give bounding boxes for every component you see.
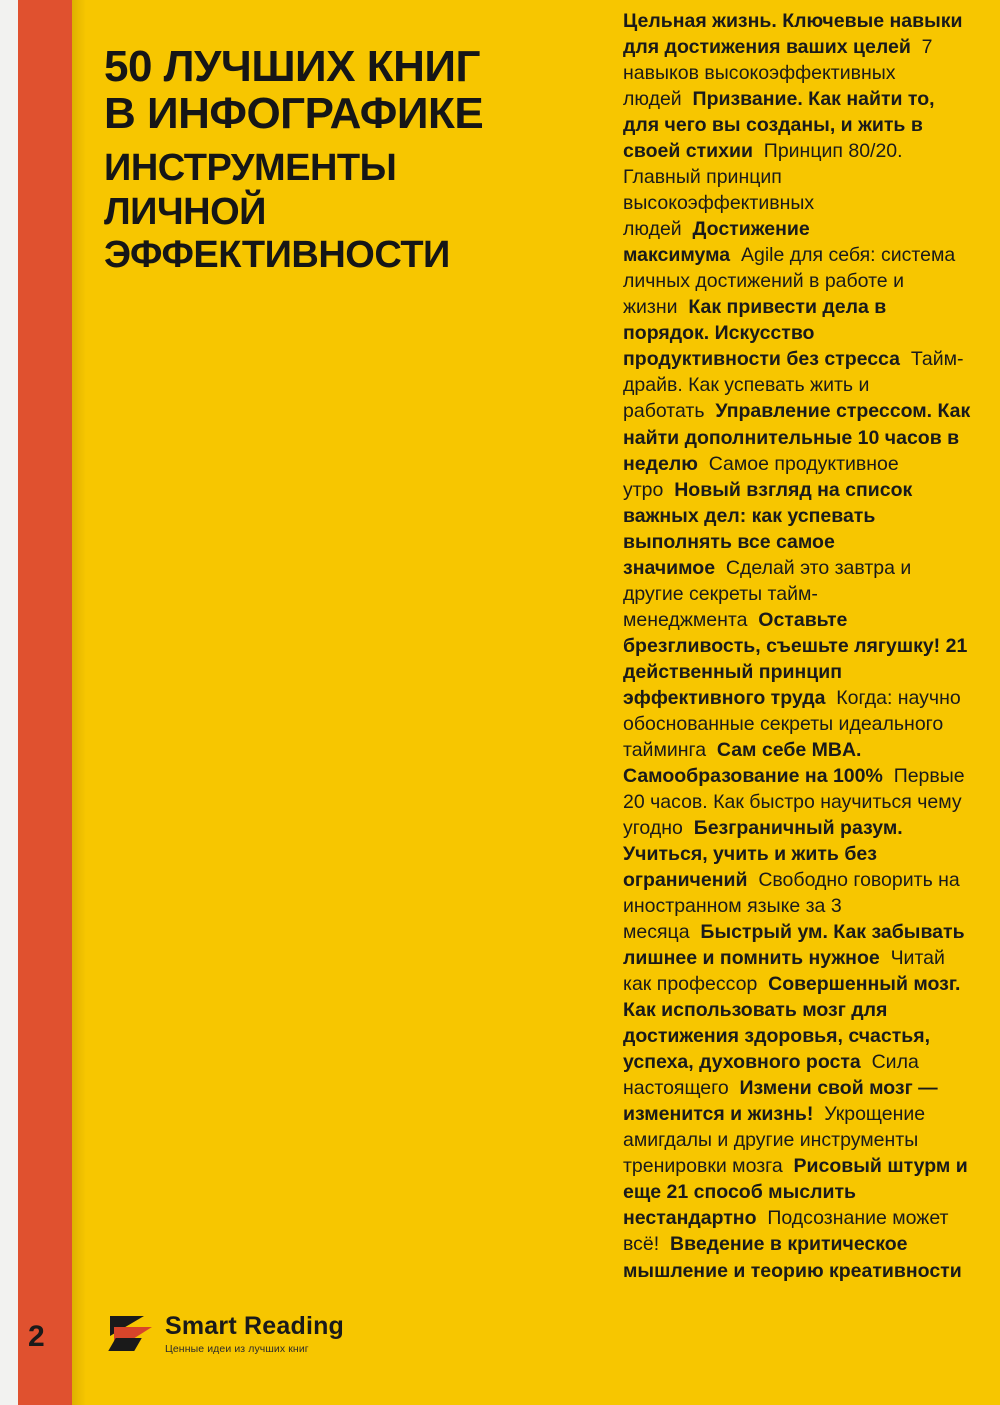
book-title-item: Управление стрессом. Как найти дополнительные 10 часов в неделю	[623, 400, 971, 475]
book-title-separator	[659, 1233, 670, 1255]
book-list	[623, 8, 975, 1284]
title-line-1: 50 ЛУЧШИХ КНИГ	[104, 42, 480, 91]
book-title-item: Призвание. Как найти то, для чего вы созданы, и жить в своей стихии	[623, 88, 935, 163]
book-title-item: 7 навыков высокоэффективных людей	[623, 36, 933, 111]
book-title-item: Сила настоящего	[623, 1051, 919, 1100]
book-title-item: Укрощение амигдалы и другие инструменты тренировки мозга	[623, 1103, 926, 1178]
book-title-separator	[911, 36, 922, 58]
book-title-separator	[698, 453, 709, 475]
book-title-separator	[825, 687, 836, 709]
panel-inner-shadow	[72, 0, 86, 1405]
title-line-5: ЭФФЕКТИВНОСТИ	[104, 233, 450, 276]
book-title-item: Сам себе MBA. Самообразование на 100%	[623, 738, 883, 787]
book-title-item: Оставьте брезгливость, съешьте лягушку! 21 действенный принцип эффективного труда	[623, 608, 968, 709]
book-title-separator	[705, 400, 716, 422]
publisher-logo	[110, 1313, 344, 1355]
book-title-item: Безграничный разум. Учиться, учить и жить без ограничений	[623, 816, 903, 892]
book-title-item: Введение в критическое мышление и теорию креативности	[623, 1233, 962, 1282]
book-title-item: Как привести дела в порядок. Искусство продуктивности без стресса	[623, 296, 900, 371]
book-title-item: Новый взгляд на список важных дел: как успевать выполнять все самое значимое	[623, 478, 913, 579]
book-title-separator	[783, 1155, 794, 1177]
book-title-separator	[678, 296, 689, 318]
book-title-item: Подсознание может всё!	[623, 1207, 949, 1256]
title-line-2: В ИНФОГРАФИКЕ	[104, 88, 484, 138]
book-title-separator	[682, 88, 693, 110]
book-title-separator	[663, 479, 674, 501]
book-title-item: Свободно говорить на иностранном языке за 3 месяца	[623, 869, 960, 944]
book-title-item: Сделай это завтра и другие секреты тайм-менеджмента	[623, 556, 912, 631]
book-title-separator	[753, 140, 764, 162]
book-title-item: Быстрый ум. Как забывать лишнее и помнить нужное	[623, 921, 965, 970]
book-title-separator	[683, 817, 694, 839]
logo-name: Smart Reading	[165, 1312, 345, 1340]
book-title-separator	[757, 1207, 768, 1229]
book-title-item: Тайм-драйв. Как успевать жить и работать	[623, 348, 964, 423]
book-title-separator	[706, 739, 717, 761]
book-title-item: Измени свой мозг — изменится и жизнь!	[623, 1077, 938, 1126]
page-number: 2	[28, 1320, 45, 1353]
book-title-separator	[747, 869, 758, 891]
book-title-separator	[715, 557, 726, 579]
smart-reading-logo-icon	[110, 1316, 156, 1354]
page-title	[104, 44, 574, 277]
book-title-item: Первые 20 часов. Как быстро научиться чему угодно	[623, 764, 965, 839]
title-line-4: ЛИЧНОЙ	[104, 190, 266, 233]
book-title-item: Самое продуктивное утро	[623, 452, 899, 501]
book-title-separator	[682, 218, 693, 240]
book-title-item: Цельная жизнь. Ключевые навыки для достижения ваших целей	[623, 10, 963, 59]
book-title-item: Рисовый штурм и еще 21 способ мыслить нестандартно	[623, 1155, 968, 1230]
book-title-item: Когда: научно обоснованные секреты идеального тайминга	[623, 686, 961, 761]
book-title-item: Достижение максимума	[623, 218, 810, 267]
book-title-item: Принцип 80/20. Главный принцип высокоэффективных людей	[623, 140, 903, 241]
book-title-separator	[729, 1077, 740, 1099]
page-left-edge	[0, 0, 18, 1405]
book-title-separator	[747, 609, 758, 631]
book-title-separator	[813, 1103, 824, 1125]
book-title-separator	[730, 244, 741, 266]
book-title-item: Читай как профессор	[623, 947, 945, 996]
book-title-item: Совершенный мозг. Как использовать мозг для достижения здоровья, счастья, успеха, духовного роста	[623, 973, 961, 1074]
logo-tagline: Ценные идеи из лучших книг	[165, 1342, 309, 1355]
book-title-separator	[883, 765, 894, 787]
book-title-separator	[757, 973, 768, 995]
red-accent-stripe	[18, 0, 72, 1405]
book-title-separator	[900, 348, 911, 370]
book-title-separator	[690, 921, 701, 943]
title-line-3: ИНСТРУМЕНТЫ	[104, 147, 397, 190]
book-title-item: Agile для себя: система личных достижений в работе и жизни	[623, 244, 956, 319]
book-title-separator	[861, 1051, 872, 1073]
book-title-separator	[880, 947, 891, 969]
